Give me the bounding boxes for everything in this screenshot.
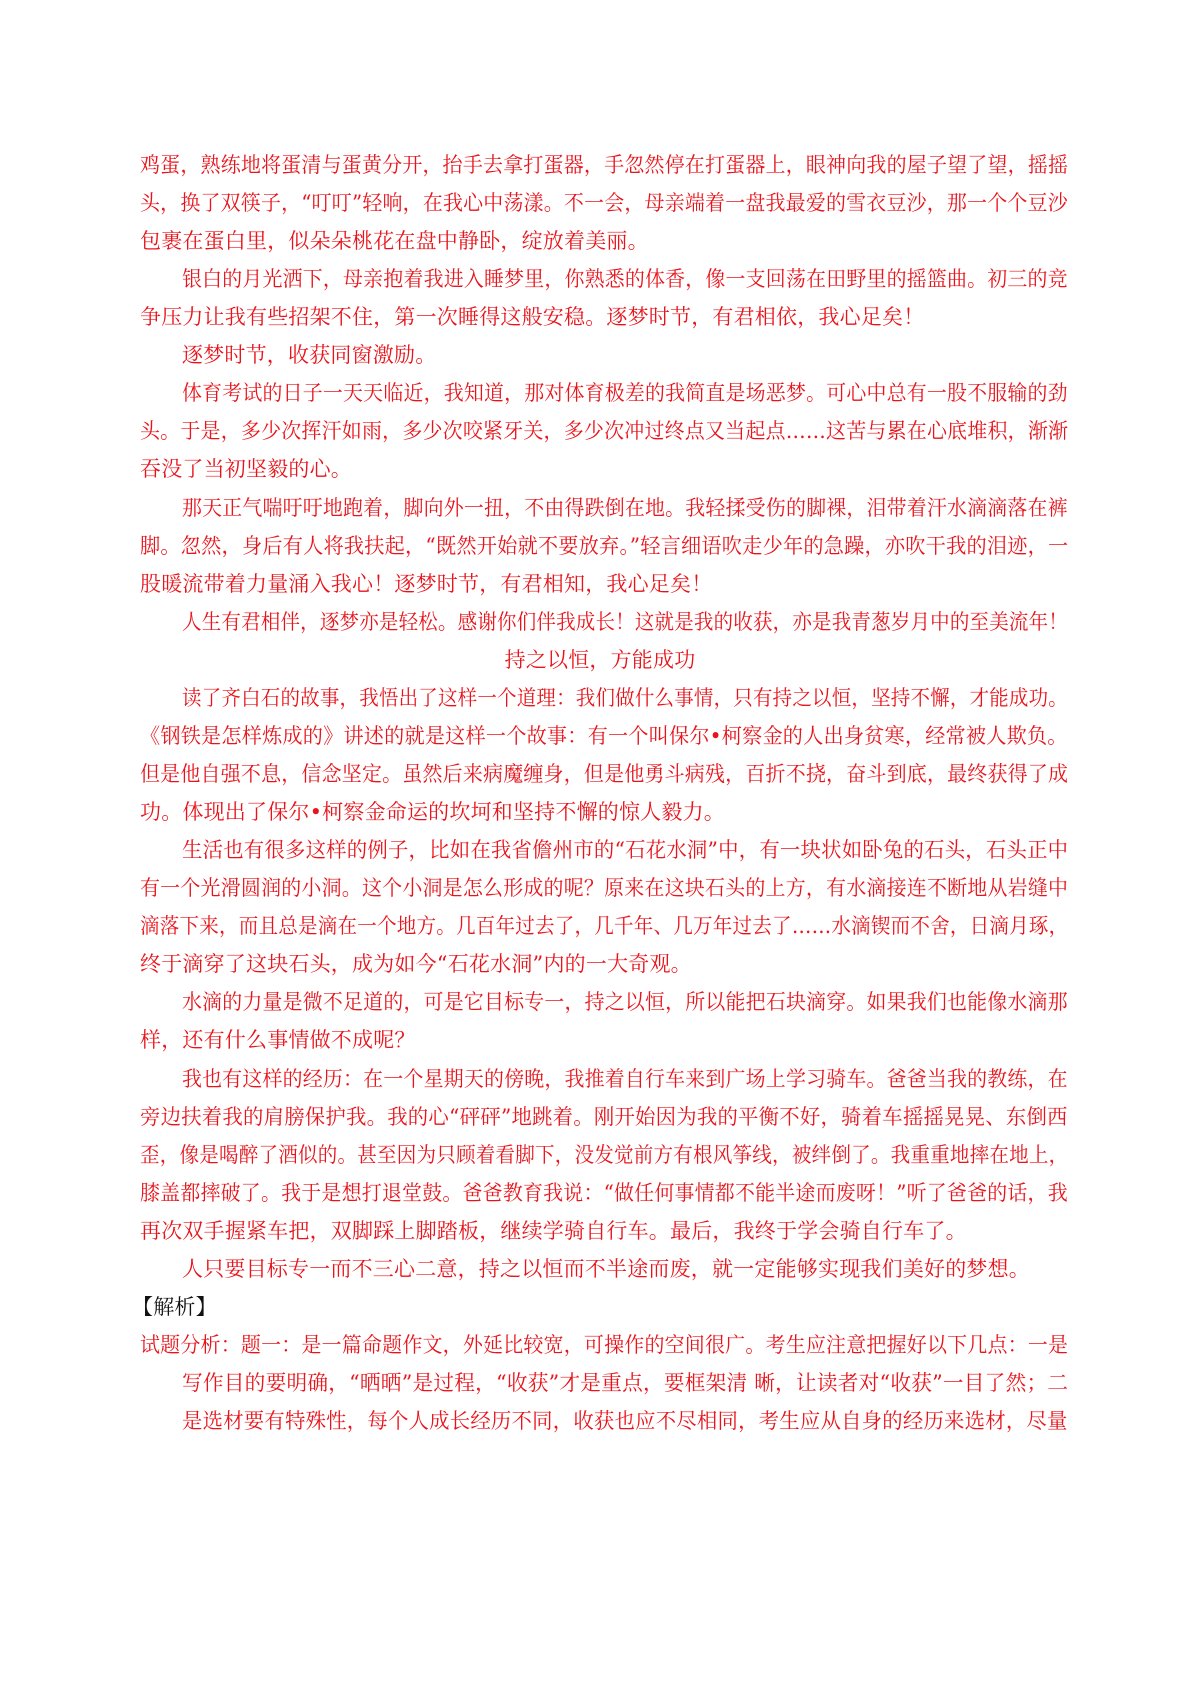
text-line: 争压力让我有些招架不住，第一次睡得这般安稳。逐梦时节，有君相依，我心足矣！ xyxy=(140,305,925,329)
text-line: 包裹在蛋白里，似朵朵桃花在盘中静卧，绽放着美丽。 xyxy=(140,229,649,253)
text-line: 试题分析：题一：是一篇命题作文，外延比较宽，可操作的空间很广。考生应注意把握好以下几点：一是 xyxy=(140,1333,1069,1357)
section-heading: 逐梦时节，收获同窗激励。 xyxy=(182,343,437,367)
text-line: 体育考试的日子一天天临近，我知道，那对体育极差的我简直是场恶梦。可心中总有一股不服输的劲 xyxy=(182,381,1068,405)
text-line: 头，换了双筷子，“叮叮”轻响，在我心中荡漾。不一会，母亲端着一盘我最爱的雪衣豆沙，那一个个豆沙 xyxy=(140,191,1068,215)
text-line: 吞没了当初坚毅的心。 xyxy=(140,457,352,481)
text-line: 银白的月光洒下，母亲抱着我进入睡梦里，你熟悉的体香，像一支回荡在田野里的摇篮曲。初三的竞 xyxy=(182,267,1068,291)
text-line: 脚。忽然，身后有人将我扶起，“既然开始就不要放弃。”轻言细语吹走少年的急躁，亦吹干我的泪迹，一 xyxy=(140,534,1069,558)
text-line: 滴落下来，而且总是滴在一个地方。几百年过去了，几千年、几万年过去了……水滴锲而不舍，日滴月琢， xyxy=(140,914,1069,938)
text-line: 我也有这样的经历：在一个星期天的傍晚，我推着自行车来到广场上学习骑车。爸爸当我的教练，在 xyxy=(182,1067,1068,1091)
text-line: 水滴的力量是微不足道的，可是它目标专一，持之以恒，所以能把石块滴穿。如果我们也能像水滴那 xyxy=(182,990,1068,1014)
text-line: 再次双手握紧车把，双脚踩上脚踏板，继续学骑自行车。最后，我终于学会骑自行车了。 xyxy=(140,1219,967,1243)
text-line: 头。于是，多少次挥汗如雨，多少次咬紧牙关，多少次冲过终点又当起点……这苦与累在心底堆积，渐渐 xyxy=(140,419,1069,443)
text-line: 那天正气喘吁吁地跑着，脚向外一扭，不由得跌倒在地。我轻揉受伤的脚裸，泪带着汗水滴滴落在裤 xyxy=(182,496,1068,520)
text-line: 鸡蛋，熟练地将蛋清与蛋黄分开，抬手去拿打蛋器，手忽然停在打蛋器上，眼神向我的屋子望了望，摇摇 xyxy=(140,153,1069,177)
text-line: 但是他自强不息，信念坚定。虽然后来病魔缠身，但是他勇斗病残，百折不挠，奋斗到底，最终获得了成 xyxy=(140,762,1069,786)
text-line: 人生有君相伴，逐梦亦是轻松。感谢你们伴我成长！这就是我的收获，亦是我青葱岁月中的至美流年！ xyxy=(182,610,1068,634)
text-line: 膝盖都摔破了。我于是想打退堂鼓。爸爸教育我说：“做任何事情都不能半途而废呀！”听了爸爸的话，我 xyxy=(140,1181,1068,1205)
text-line: 终于滴穿了这块石头，成为如今“石花水洞”内的一大奇观。 xyxy=(140,952,692,976)
text-line: 有一个光滑圆润的小洞。这个小洞是怎么形成的呢？原来在这块石头的上方，有水滴接连不断地从岩缝中 xyxy=(140,876,1069,900)
essay-title: 持之以恒，方能成功 xyxy=(504,648,696,672)
text-line: 是选材要有特殊性，每个人成长经历不同，收获也应不尽相同，考生应从自身的经历来选材，尽量 xyxy=(182,1409,1068,1433)
text-line: 样，还有什么事情做不成呢？ xyxy=(140,1028,416,1052)
text-line: 写作目的要明确，“晒晒”是过程，“收获”才是重点，要框架清 晰，让读者对“收获”一目了然；二 xyxy=(182,1371,1069,1395)
text-line: 旁边扶着我的肩膀保护我。我的心“砰砰”地跳着。刚开始因为我的平衡不好，骑着车摇摇晃晃、东倒西 xyxy=(140,1105,1068,1129)
text-line: 歪，像是喝醉了酒似的。甚至因为只顾着看脚下，没发觉前方有根风筝线，被绊倒了。我重重地摔在地上， xyxy=(140,1143,1069,1167)
text-line: 人只要目标专一而不三心二意，持之以恒而不半途而废，就一定能够实现我们美好的梦想。 xyxy=(182,1257,1030,1281)
text-line: 功。体现出了保尔•柯察金命运的坎坷和坚持不懈的惊人毅力。 xyxy=(140,800,725,824)
text-line: 读了齐白石的故事，我悟出了这样一个道理：我们做什么事情，只有持之以恒，坚持不懈，才能成功。 xyxy=(182,686,1068,710)
text-line: 股暖流带着力量涌入我心！逐梦时节，有君相知，我心足矣！ xyxy=(140,572,713,596)
text-line: 生活也有很多这样的例子，比如在我省儋州市的“石花水洞”中，有一块状如卧兔的石头，石头正中 xyxy=(182,838,1069,862)
text-line: 《钢铁是怎样炼成的》讲述的就是这样一个故事：有一个叫保尔•柯察金的人出身贫寒，经常被人欺负。 xyxy=(140,724,1068,748)
analysis-label: 【解析】 xyxy=(132,1295,217,1319)
